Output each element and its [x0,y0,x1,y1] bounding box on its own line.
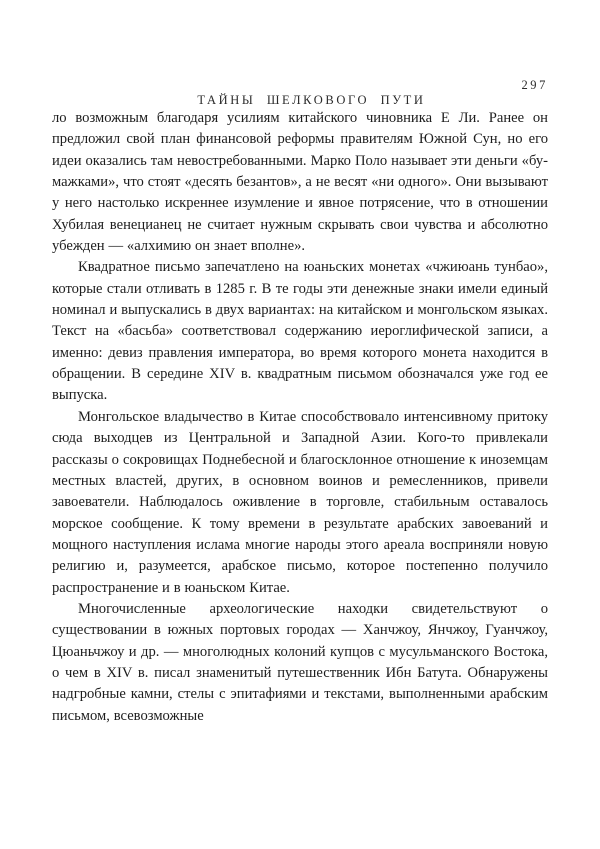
page-number: 297 [521,78,548,92]
paragraph: ло возможным благодаря усилиям китайского чиновника Е Ли. Ранее он предложил свой план финансовой реформы правителям Южной Сун, но его идеи оказались там невостребованными. Марко Поло называет эти деньги «бумажками», что стоят «десять безантов», а не весят «ни одного». Они вызывают у него настолько искреннее изумление и явное потрясение, что в отношении Хубилая венецианец не считает нужным скрывать свои чувства и абсолютно убежден — «алхимию он знает вполне». [52,110,548,255]
paragraph: Многочисленные археологические находки свидетельствуют о существовании в южных портовых городах — Ханчжоу, Янчжоу, Гуанчжоу, Цюаньчжоу и др. — многолюдных колоний купцов с мусульманского Востока, о чем в XIV в. писал знаменитый путешественник Ибн Батута. Обнаружены надгробные камни, стелы с эпитафиями и текстами, выполненными арабским письмом, всевозможные [52,600,548,724]
running-head-text: ТАЙНЫ ШЕЛКОВОГО ПУТИ [197,93,426,107]
body-text [52,108,548,727]
paragraph: Квадратное письмо запечатлено на юаньских монетах «чжиюань тунбао», которые стали отливать в 1285 г. В те годы эти денежные знаки имели единый номинал и выпускались в двух вариантах: на китайском и монгольском языках. Текст на «басьба» соответствовал содержанию иероглифической записи, а именно: девиз правления императора, во время которого монета находится в обращении. В середине XIV в. квадратным письмом обозначался уже год ее выпуска. [52,259,548,404]
paragraph: Монгольское владычество в Китае способствовало интенсивному притоку сюда выходцев из Центральной и Западной Азии. Кого-то привлекали рассказы о сокровищах Поднебесной и благосклонное отношение к иноземцам местных властей, других, в основном воинов и ремесленников, привели завоеватели. Наблюдалось оживление в торговле, стабильным оставалось морское сообщение. К тому времени в результате арабских завоеваний и мощного наступления ислама многие народы этого ареала восприняли новую религию и, разумеется, арабское письмо, которое постепенно получило распространение и в юаньском Китае. [52,408,548,596]
